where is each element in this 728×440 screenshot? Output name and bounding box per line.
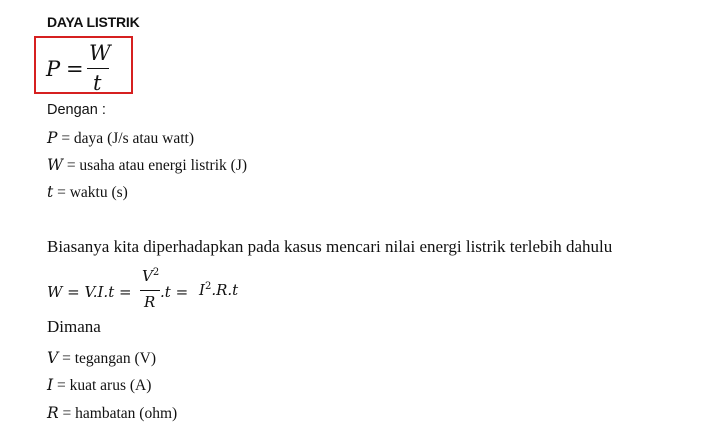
definition-row — [47, 349, 156, 368]
formula2-fraction-bar — [140, 290, 160, 291]
definition-text: = kuat arus (A) — [57, 377, 152, 394]
formula2-denominator: R — [144, 293, 156, 311]
definition-symbol: V — [47, 349, 59, 367]
definition-symbol: t — [47, 183, 54, 201]
definition-symbol: P — [47, 129, 58, 147]
formula2-numerator — [142, 267, 159, 285]
formula-equals: = — [66, 57, 84, 81]
definition-row — [47, 183, 128, 202]
definition-row — [47, 129, 194, 148]
formula2-numerator-base: V — [142, 267, 153, 285]
definition-text: = waktu (s) — [57, 184, 128, 201]
formula2-tail — [199, 281, 238, 299]
explanation-sentence: Biasanya kita diperhadapkan pada kasus mencari nilai energi listrik terlebih dahulu — [47, 237, 613, 256]
formula2-lhs: W = V.I.t = — [47, 283, 132, 301]
formula-denominator: t — [93, 71, 102, 95]
definition-text: = usaha atau energi listrik (J) — [66, 157, 248, 174]
definition-symbol: R — [47, 404, 59, 422]
formula2-numerator-exponent: 2 — [152, 267, 160, 278]
formula-lhs: P — [46, 57, 61, 81]
definition-symbol: I — [47, 376, 54, 394]
definition-row — [47, 156, 247, 175]
formula2-after-fraction: .t = — [160, 283, 189, 301]
definition-row — [47, 404, 177, 423]
definition-text: = tegangan (V) — [62, 350, 157, 367]
definition-text: = hambatan (ohm) — [62, 405, 178, 422]
formula2-tail-exponent: 2 — [204, 281, 212, 292]
section-title: DAYA LISTRIK — [47, 14, 140, 30]
formula2-tail-rest: .R.t — [211, 281, 239, 299]
definition-text: = daya (J/s atau watt) — [61, 130, 195, 147]
formula2-tail-base: I — [199, 281, 205, 299]
definition-symbol: W — [47, 156, 63, 174]
formula-numerator: W — [89, 41, 111, 65]
intro-label: Dengan : — [47, 102, 106, 118]
definition-row — [47, 376, 151, 395]
formula-fraction-bar — [87, 68, 109, 69]
dimana-label: Dimana — [47, 317, 101, 336]
